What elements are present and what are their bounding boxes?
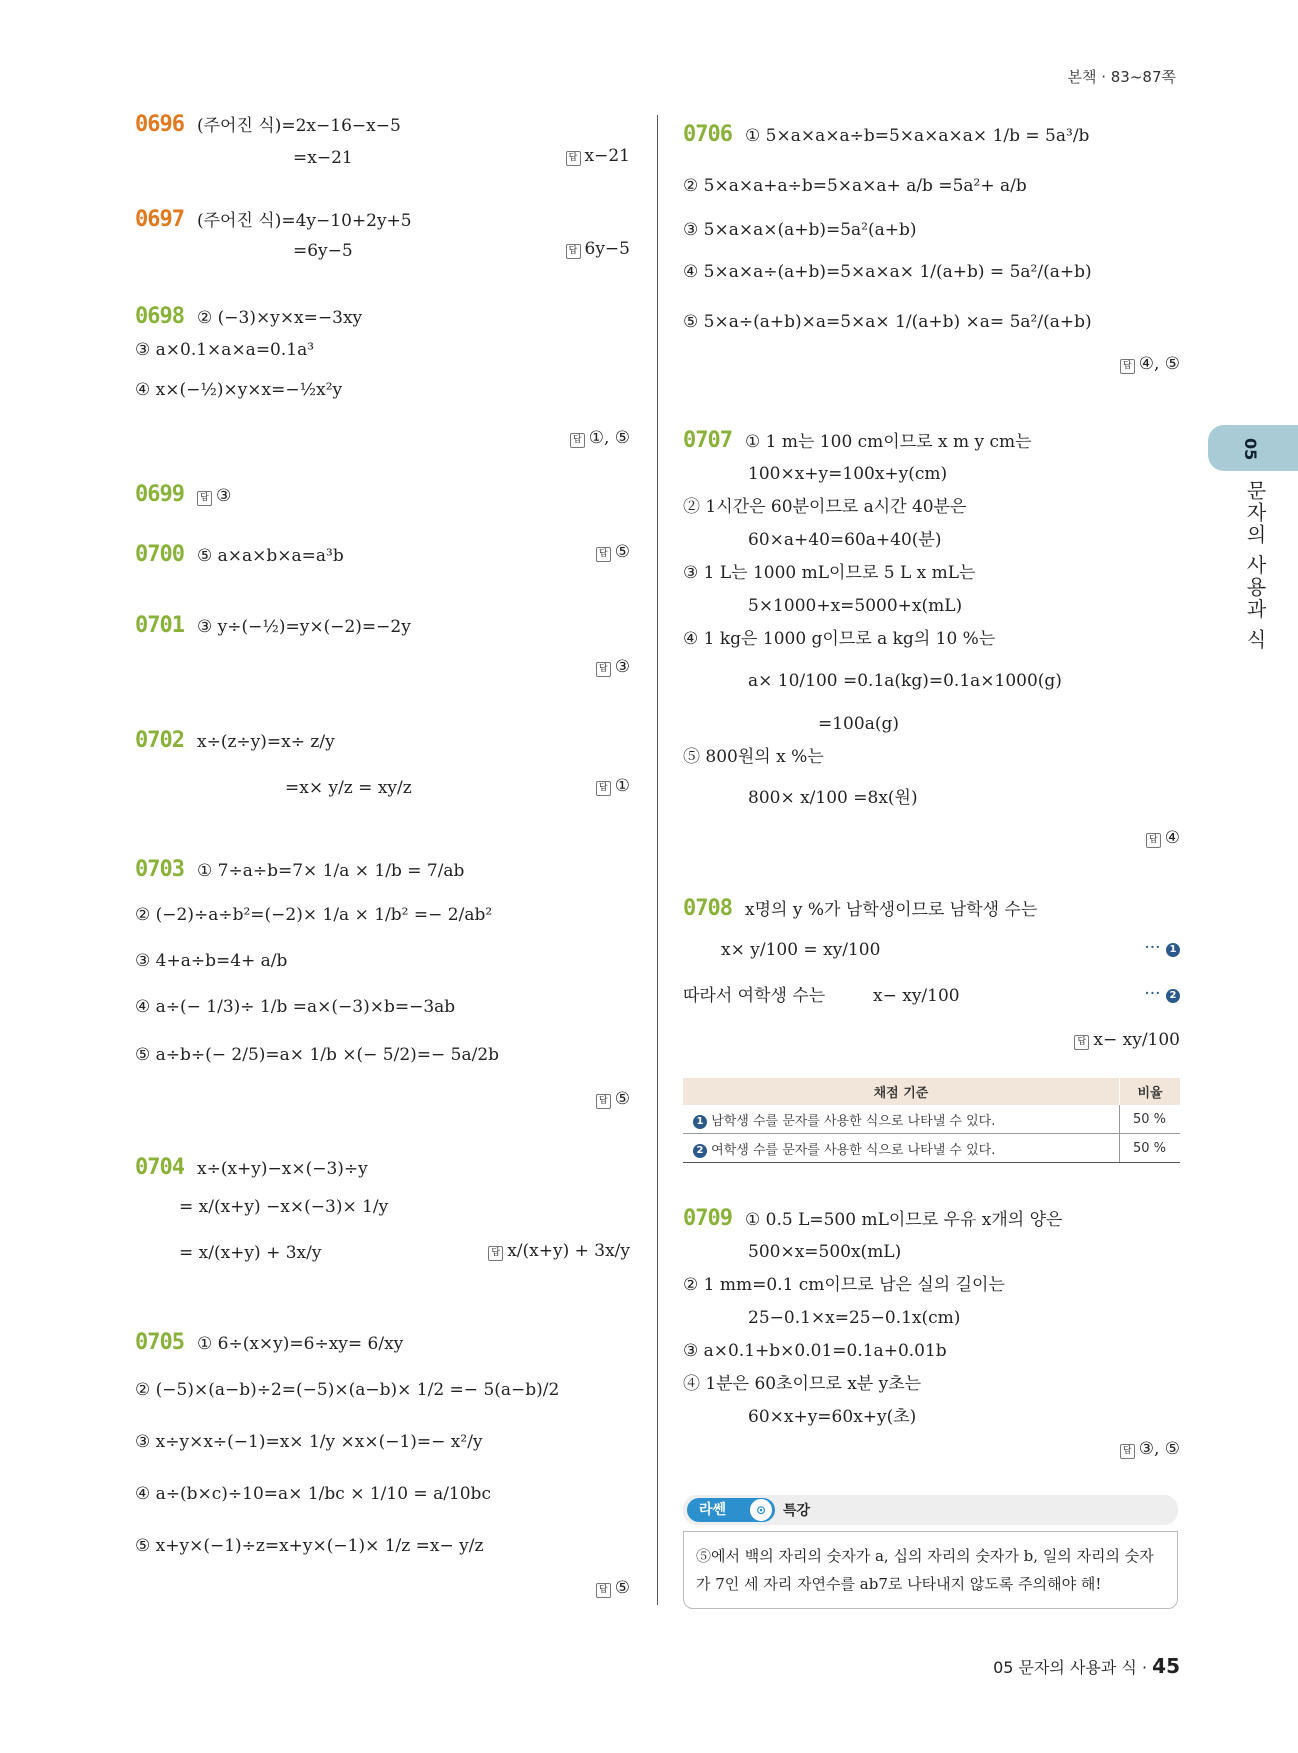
answer-text: x/(x+y) + 3x/y (507, 1241, 630, 1261)
solution-line: ① 7÷a÷b=7× 1/a × 1/b = 7/ab (197, 861, 465, 881)
answer-mark: 답 (1120, 1444, 1135, 1459)
problem-number: 0708 (683, 896, 732, 921)
solution-line: ④ 5×a×a÷(a+b)=5×a×a× 1/(a+b) = 5a²/(a+b) (683, 262, 1092, 282)
answer-mark: 답 (596, 547, 611, 562)
table-cell: 50 % (1120, 1105, 1181, 1134)
answer-mark: 답 (596, 781, 611, 796)
solution-line: 25−0.1×x=25−0.1x(cm) (748, 1308, 961, 1328)
answer-mark: 답 (1074, 1035, 1089, 1050)
solution-line: ③ x÷y×x÷(−1)=x× 1/y ×x×(−1)=− x²/y (135, 1432, 483, 1452)
answer (1074, 1030, 1180, 1050)
problem-number: 0706 (683, 122, 732, 147)
solution-line: ③ a×0.1×a×a=0.1a³ (135, 340, 315, 360)
solution-line: ② (−5)×(a−b)÷2=(−5)×(a−b)× 1/2 =− 5(a−b)/2 (135, 1380, 560, 1400)
answer-text: ⑤ (614, 542, 630, 562)
answer-text: ③ (614, 657, 630, 677)
solution-line: ④ x×(−½)×y×x=−½x²y (135, 380, 343, 400)
answer-mark: 답 (596, 1094, 611, 1109)
page-range: 본책 · 83~87쪽 (1067, 68, 1176, 86)
solution-line: 60×x+y=60x+y(초) (748, 1407, 917, 1427)
answer-text: x−21 (584, 146, 630, 166)
answer-text: 6y−5 (584, 239, 630, 259)
solution-line: ⑤ 800원의 x %는 (683, 747, 824, 767)
answer-text: ① (614, 776, 630, 796)
answer-mark: 답 (596, 662, 611, 677)
answer (566, 239, 630, 259)
answer-text: ④ (1164, 828, 1180, 848)
step-number: 2 (1166, 989, 1180, 1003)
scoring-table (683, 1078, 1180, 1163)
answer-mark: 답 (566, 244, 581, 259)
solution-line: 100×x+y=100x+y(cm) (748, 464, 948, 484)
solution-line: (주어진 식)=4y−10+2y+5 (197, 211, 412, 231)
answer (596, 657, 630, 677)
problem-number: 0698 (135, 304, 184, 329)
problem-number: 0700 (135, 542, 184, 567)
answer-mark: 답 (488, 1246, 503, 1261)
answer (1146, 828, 1180, 848)
solution-line: ① 5×a×a×a÷b=5×a×a×a× 1/b = 5a³/b (745, 126, 1090, 146)
answer (488, 1241, 630, 1261)
problem-number: 0705 (135, 1330, 184, 1355)
tip-text: ⑤에서 백의 자리의 숫자가 a, 십의 자리의 숫자가 b, 일의 자리의 숫자가 7인 세 자리 자연수를 ab7로 나타내지 않도록 주의해야 해! (683, 1531, 1178, 1609)
solution-line: ⑤ a×a×b×a=a³b (197, 546, 344, 566)
solution-line: ⑤ a÷b÷(− 2/5)=a× 1/b ×(− 5/2)=− 5a/2b (135, 1045, 500, 1065)
solution-line: ④ a÷(− 1/3)÷ 1/b =a×(−3)×b=−3ab (135, 997, 456, 1017)
problem-number: 0707 (683, 428, 732, 453)
answer (596, 542, 630, 562)
solution-line: ④ a÷(b×c)÷10=a× 1/bc × 1/10 = a/10bc (135, 1484, 491, 1504)
problem-number: 0696 (135, 112, 184, 137)
answer (596, 1089, 630, 1109)
answer-text: ⑤ (614, 1089, 630, 1109)
tip-badge: 라쎈 (687, 1498, 775, 1522)
table-row (683, 1105, 1180, 1134)
chapter-tab-number: 05 (1241, 438, 1260, 461)
step-number: 1 (1166, 943, 1180, 957)
answer-text: x− xy/100 (1093, 1030, 1180, 1050)
tip-header (683, 1495, 1178, 1525)
solution-line: =x−21 (293, 148, 353, 168)
solution-line: ② (−3)×y×x=−3xy (197, 308, 363, 328)
solution-line: 60×a+40=60a+40(분) (748, 530, 942, 550)
answer-mark: 답 (570, 433, 585, 448)
problem-number: 0697 (135, 207, 184, 232)
answer (1120, 354, 1180, 374)
tip-box (683, 1495, 1178, 1609)
answer-mark: 답 (1120, 359, 1135, 374)
solution-line: ② 5×a×a+a÷b=5×a×a+ a/b =5a²+ a/b (683, 176, 1027, 196)
solution-line: x× y/100 = xy/100 (721, 940, 881, 960)
answer-text: ①, ⑤ (588, 428, 630, 448)
tip-label: 특강 (783, 1503, 811, 1519)
step-marker-2: ··· 2 (1144, 984, 1180, 1004)
table-header: 비율 (1120, 1078, 1181, 1105)
table-cell: 여학생 수를 문자를 사용한 식으로 나타낼 수 있다. (711, 1142, 996, 1158)
answer-text: ④, ⑤ (1138, 354, 1180, 374)
problem-number: 0701 (135, 613, 184, 638)
solution-line: ③ 1 L는 1000 mL이므로 5 L x mL는 (683, 563, 976, 583)
solution-line: ① 0.5 L=500 mL이므로 우유 x개의 양은 (745, 1210, 1063, 1230)
answer-text: ⑤ (614, 1578, 630, 1598)
solution-line: ④ 1 kg은 1000 g이므로 a kg의 10 %는 (683, 629, 996, 649)
answer-mark: 답 (1146, 833, 1161, 848)
solution-line: (주어진 식)=2x−16−x−5 (197, 116, 401, 136)
solution-line: ③ y÷(−½)=y×(−2)=−2y (197, 617, 411, 637)
solution-line: x÷(z÷y)=x÷ z/y (197, 732, 335, 752)
solution-line: ② (−2)÷a÷b²=(−2)× 1/a × 1/b² =− 2/ab² (135, 905, 493, 925)
solution-line: = x/(x+y) + 3x/y (179, 1243, 322, 1263)
step-number: 1 (693, 1115, 707, 1129)
solution-line: ③ 5×a×a×(a+b)=5a²(a+b) (683, 220, 917, 240)
solution-line: ① 6÷(x×y)=6÷xy= 6/xy (197, 1334, 404, 1354)
problem-number: 0703 (135, 857, 184, 882)
answer-mark: 답 (197, 491, 212, 506)
answer (596, 776, 630, 796)
page-footer (993, 1654, 1180, 1678)
answer (1120, 1439, 1180, 1459)
solution-line: =100a(g) (818, 714, 899, 734)
problem-number: 0709 (683, 1206, 732, 1231)
table-cell: 50 % (1120, 1134, 1181, 1163)
footer-chapter: 05 문자의 사용과 식 · (993, 1658, 1148, 1677)
solution-line: ④ 1분은 60초이므로 x분 y초는 (683, 1374, 922, 1394)
answer-text: ③, ⑤ (1138, 1439, 1180, 1459)
step-number: 2 (693, 1144, 707, 1158)
answer (566, 146, 630, 166)
answer (596, 1578, 630, 1598)
solution-line: x명의 y %가 남학생이므로 남학생 수는 (745, 900, 1038, 920)
table-row (683, 1134, 1180, 1163)
column-divider (657, 115, 658, 1605)
page-number: 45 (1152, 1654, 1180, 1678)
solution-line: 따라서 여학생 수는 (683, 986, 826, 1006)
chapter-tab-title: 문자의 사용과 식 (1243, 480, 1267, 651)
solution-line: ③ 4+a÷b=4+ a/b (135, 951, 288, 971)
target-icon: ⊙ (749, 1498, 773, 1522)
solution-line: ② 1 mm=0.1 cm이므로 남은 실의 길이는 (683, 1275, 1005, 1295)
table-header: 채점 기준 (683, 1078, 1120, 1105)
solution-line: a× 10/100 =0.1a(kg)=0.1a×1000(g) (748, 671, 1062, 691)
problem-number: 0704 (135, 1155, 184, 1180)
answer (570, 428, 630, 448)
solution-line: 5×1000+x=5000+x(mL) (748, 596, 963, 616)
answer-text: ③ (216, 486, 232, 506)
answer-mark: 답 (566, 151, 581, 166)
solution-line: ① 1 m는 100 cm이므로 x m y cm는 (745, 432, 1032, 452)
solution-line: 800× x/100 =8x(원) (748, 788, 918, 808)
solution-line: 500×x=500x(mL) (748, 1242, 902, 1262)
solution-line: =6y−5 (293, 241, 353, 261)
problem-number: 0702 (135, 728, 184, 753)
solution-line: ② 1시간은 60분이므로 a시간 40분은 (683, 497, 967, 517)
answer-mark: 답 (596, 1583, 611, 1598)
problem-number: 0699 (135, 482, 184, 507)
solution-line: ⑤ x+y×(−1)÷z=x+y×(−1)× 1/z =x− y/z (135, 1536, 484, 1556)
solution-line: x− xy/100 (873, 986, 960, 1006)
step-marker-1: ··· 1 (1144, 938, 1180, 958)
solution-line: ⑤ 5×a÷(a+b)×a=5×a× 1/(a+b) ×a= 5a²/(a+b) (683, 312, 1092, 332)
solution-line: x÷(x+y)−x×(−3)÷y (197, 1159, 368, 1179)
solution-line: = x/(x+y) −x×(−3)× 1/y (179, 1197, 389, 1217)
solution-line: =x× y/z = xy/z (285, 778, 412, 798)
table-cell: 남학생 수를 문자를 사용한 식으로 나타낼 수 있다. (711, 1113, 996, 1129)
solution-line: ③ a×0.1+b×0.01=0.1a+0.01b (683, 1341, 947, 1361)
